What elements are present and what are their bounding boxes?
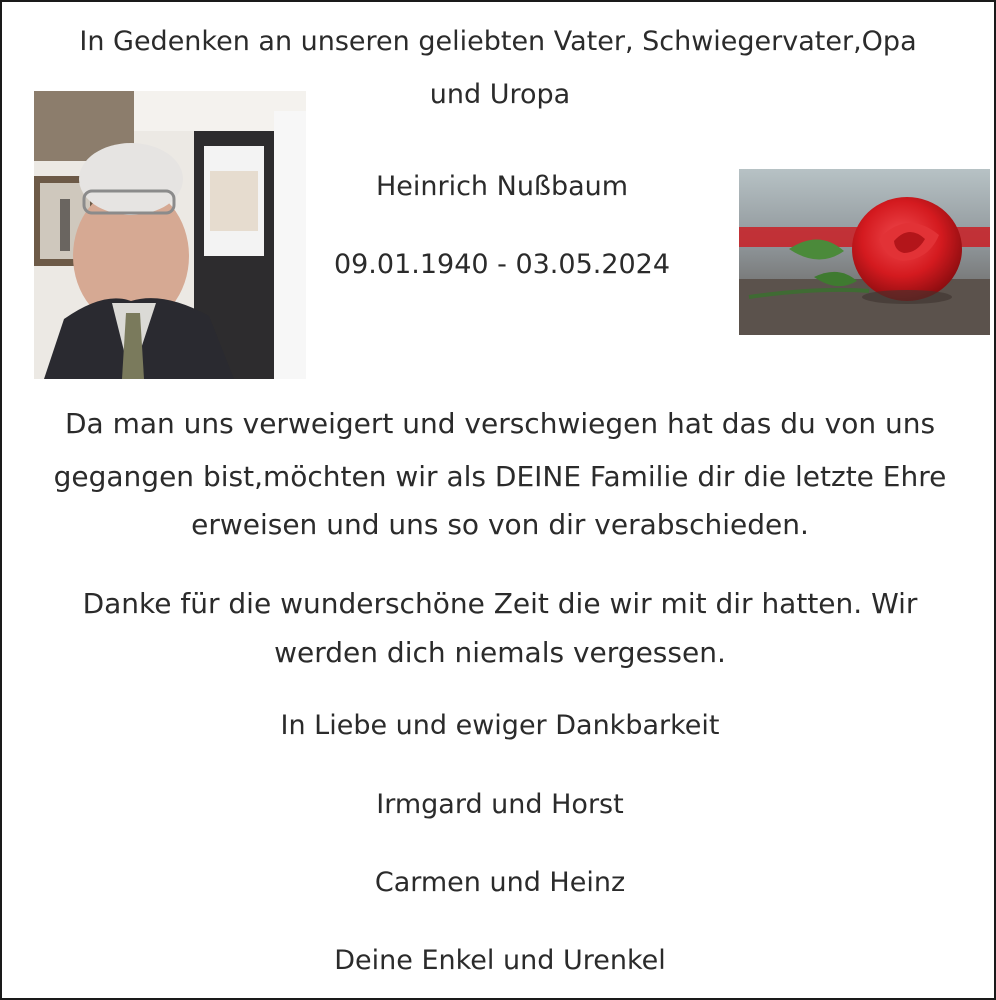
signatory-2: Carmen und Heinz bbox=[374, 867, 626, 898]
paragraph-1-line-2: gegangen bist,möchten wir als DEINE Familie dir die letzte Ehre bbox=[53, 460, 947, 493]
deceased-name: Heinrich Nußbaum bbox=[375, 171, 629, 202]
signatory-3: Deine Enkel und Urenkel bbox=[334, 945, 666, 976]
portrait-photo bbox=[34, 91, 306, 379]
closing-line: In Liebe und ewiger Dankbarkeit bbox=[280, 710, 720, 741]
signatory-1: Irmgard und Horst bbox=[376, 789, 624, 820]
life-dates: 09.01.1940 - 03.05.2024 bbox=[333, 249, 671, 280]
heading-line-2: und Uropa bbox=[429, 79, 571, 110]
paragraph-2-line-1: Danke für die wunderschöne Zeit die wir mit dir hatten. Wir bbox=[82, 587, 918, 620]
red-rose-photo bbox=[739, 169, 990, 335]
paragraph-1-line-3: erweisen und uns so von dir verabschieden. bbox=[191, 508, 809, 541]
paragraph-1-line-1: Da man uns verweigert und verschwiegen hat das du von uns bbox=[64, 407, 936, 440]
paragraph-2-line-2: werden dich niemals vergessen. bbox=[274, 636, 726, 669]
heading-line-1: In Gedenken an unseren geliebten Vater, Schwiegervater,Opa bbox=[79, 26, 917, 57]
